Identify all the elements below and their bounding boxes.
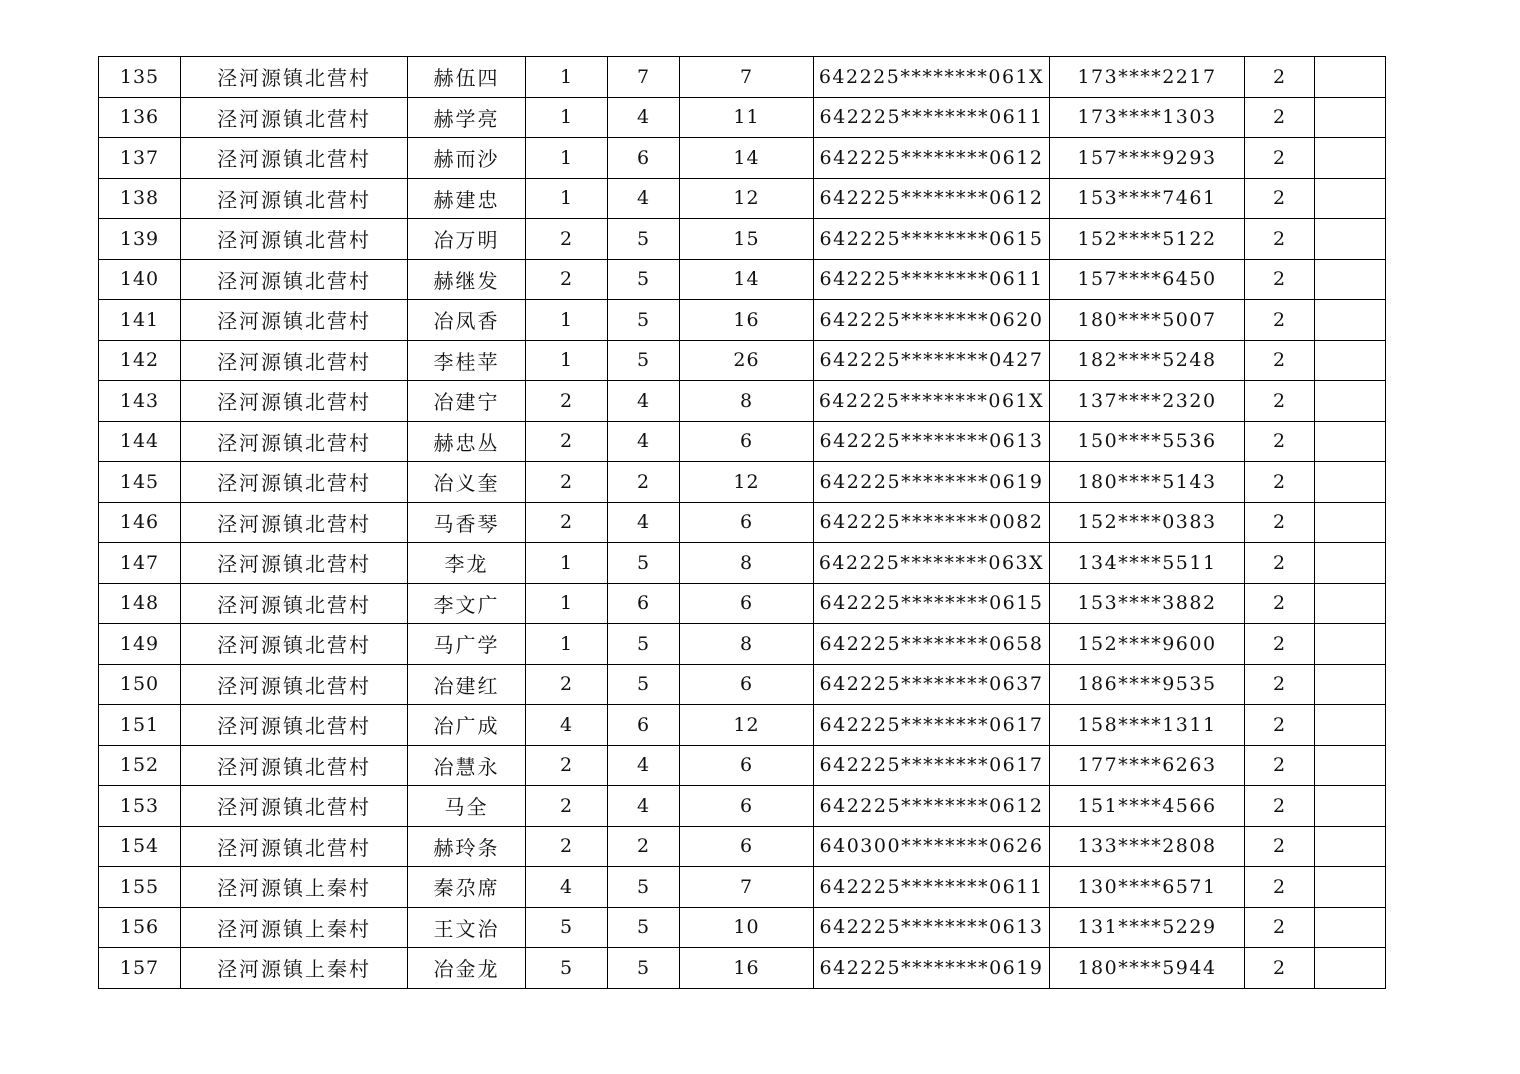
id-number-cell: 642225********0615 (814, 583, 1050, 624)
row-number-cell: 136 (99, 97, 181, 138)
id-number-cell: 642225********0612 (814, 786, 1050, 827)
remarks-cell (1315, 745, 1386, 786)
table-row (99, 178, 1386, 219)
count-d-cell: 2 (1245, 57, 1315, 98)
count-c-cell: 12 (680, 178, 814, 219)
remarks-cell (1315, 543, 1386, 584)
row-number-cell: 144 (99, 421, 181, 462)
person-name-cell: 冶广成 (408, 705, 526, 746)
id-number-cell: 642225********0619 (814, 462, 1050, 503)
count-c-cell: 6 (680, 664, 814, 705)
phone-number-cell: 130****6571 (1050, 867, 1245, 908)
count-c-cell: 12 (680, 462, 814, 503)
roster-body (99, 57, 1386, 989)
village-cell: 泾河源镇北营村 (181, 421, 408, 462)
count-b-cell: 5 (608, 624, 680, 665)
id-number-cell: 642225********0612 (814, 178, 1050, 219)
row-number-cell: 147 (99, 543, 181, 584)
phone-number-cell: 177****6263 (1050, 745, 1245, 786)
count-c-cell: 6 (680, 502, 814, 543)
person-name-cell: 赫继发 (408, 259, 526, 300)
count-c-cell: 16 (680, 300, 814, 341)
id-number-cell: 642225********0611 (814, 97, 1050, 138)
phone-number-cell: 173****2217 (1050, 57, 1245, 98)
id-number-cell: 642225********0615 (814, 219, 1050, 260)
phone-number-cell: 152****0383 (1050, 502, 1245, 543)
id-number-cell: 642225********0611 (814, 259, 1050, 300)
count-a-cell: 2 (526, 745, 608, 786)
row-number-cell: 142 (99, 340, 181, 381)
remarks-cell (1315, 178, 1386, 219)
row-number-cell: 155 (99, 867, 181, 908)
row-number-cell: 149 (99, 624, 181, 665)
count-b-cell: 5 (608, 664, 680, 705)
count-b-cell: 4 (608, 178, 680, 219)
village-cell: 泾河源镇北营村 (181, 138, 408, 179)
person-name-cell: 赫建忠 (408, 178, 526, 219)
table-row (99, 543, 1386, 584)
row-number-cell: 150 (99, 664, 181, 705)
count-d-cell: 2 (1245, 705, 1315, 746)
remarks-cell (1315, 300, 1386, 341)
count-c-cell: 6 (680, 421, 814, 462)
remarks-cell (1315, 826, 1386, 867)
remarks-cell (1315, 948, 1386, 989)
count-a-cell: 2 (526, 381, 608, 422)
count-c-cell: 6 (680, 826, 814, 867)
row-number-cell: 140 (99, 259, 181, 300)
table-row (99, 462, 1386, 503)
village-cell: 泾河源镇北营村 (181, 786, 408, 827)
remarks-cell (1315, 786, 1386, 827)
count-a-cell: 4 (526, 705, 608, 746)
count-d-cell: 2 (1245, 259, 1315, 300)
phone-number-cell: 158****1311 (1050, 705, 1245, 746)
count-b-cell: 5 (608, 948, 680, 989)
table-row (99, 705, 1386, 746)
count-d-cell: 2 (1245, 381, 1315, 422)
row-number-cell: 157 (99, 948, 181, 989)
person-name-cell: 冶义奎 (408, 462, 526, 503)
count-a-cell: 1 (526, 57, 608, 98)
id-number-cell: 642225********0619 (814, 948, 1050, 989)
id-number-cell: 642225********0612 (814, 138, 1050, 179)
id-number-cell: 642225********063X (814, 543, 1050, 584)
phone-number-cell: 150****5536 (1050, 421, 1245, 462)
person-name-cell: 李龙 (408, 543, 526, 584)
id-number-cell: 642225********061X (814, 381, 1050, 422)
village-cell: 泾河源镇北营村 (181, 300, 408, 341)
row-number-cell: 156 (99, 907, 181, 948)
village-cell: 泾河源镇上秦村 (181, 907, 408, 948)
count-c-cell: 6 (680, 745, 814, 786)
count-c-cell: 14 (680, 138, 814, 179)
row-number-cell: 143 (99, 381, 181, 422)
village-cell: 泾河源镇北营村 (181, 178, 408, 219)
count-d-cell: 2 (1245, 907, 1315, 948)
table-row (99, 97, 1386, 138)
count-c-cell: 16 (680, 948, 814, 989)
table-row (99, 826, 1386, 867)
remarks-cell (1315, 624, 1386, 665)
table-row (99, 583, 1386, 624)
id-number-cell: 642225********0620 (814, 300, 1050, 341)
count-b-cell: 5 (608, 907, 680, 948)
count-a-cell: 2 (526, 826, 608, 867)
count-c-cell: 6 (680, 786, 814, 827)
count-d-cell: 2 (1245, 745, 1315, 786)
village-cell: 泾河源镇北营村 (181, 624, 408, 665)
phone-number-cell: 153****3882 (1050, 583, 1245, 624)
count-a-cell: 2 (526, 664, 608, 705)
count-c-cell: 8 (680, 543, 814, 584)
village-cell: 泾河源镇北营村 (181, 57, 408, 98)
count-b-cell: 2 (608, 462, 680, 503)
remarks-cell (1315, 421, 1386, 462)
count-a-cell: 2 (526, 462, 608, 503)
remarks-cell (1315, 664, 1386, 705)
village-cell: 泾河源镇北营村 (181, 583, 408, 624)
id-number-cell: 642225********0082 (814, 502, 1050, 543)
phone-number-cell: 134****5511 (1050, 543, 1245, 584)
count-a-cell: 1 (526, 624, 608, 665)
count-a-cell: 2 (526, 421, 608, 462)
row-number-cell: 151 (99, 705, 181, 746)
count-a-cell: 1 (526, 583, 608, 624)
count-b-cell: 6 (608, 583, 680, 624)
row-number-cell: 141 (99, 300, 181, 341)
count-d-cell: 2 (1245, 462, 1315, 503)
village-cell: 泾河源镇北营村 (181, 705, 408, 746)
table-row (99, 340, 1386, 381)
remarks-cell (1315, 867, 1386, 908)
count-d-cell: 2 (1245, 583, 1315, 624)
person-name-cell: 马香琴 (408, 502, 526, 543)
count-a-cell: 1 (526, 543, 608, 584)
count-d-cell: 2 (1245, 664, 1315, 705)
row-number-cell: 154 (99, 826, 181, 867)
phone-number-cell: 180****5143 (1050, 462, 1245, 503)
count-c-cell: 26 (680, 340, 814, 381)
village-cell: 泾河源镇北营村 (181, 97, 408, 138)
table-row (99, 745, 1386, 786)
phone-number-cell: 186****9535 (1050, 664, 1245, 705)
village-cell: 泾河源镇北营村 (181, 664, 408, 705)
count-a-cell: 1 (526, 300, 608, 341)
person-name-cell: 赫学亮 (408, 97, 526, 138)
count-d-cell: 2 (1245, 867, 1315, 908)
id-number-cell: 642225********0637 (814, 664, 1050, 705)
id-number-cell: 640300********0626 (814, 826, 1050, 867)
count-c-cell: 8 (680, 624, 814, 665)
count-b-cell: 4 (608, 381, 680, 422)
count-c-cell: 8 (680, 381, 814, 422)
count-a-cell: 2 (526, 502, 608, 543)
person-name-cell: 马广学 (408, 624, 526, 665)
table-row (99, 948, 1386, 989)
remarks-cell (1315, 97, 1386, 138)
id-number-cell: 642225********0617 (814, 745, 1050, 786)
remarks-cell (1315, 340, 1386, 381)
count-d-cell: 2 (1245, 138, 1315, 179)
phone-number-cell: 153****7461 (1050, 178, 1245, 219)
count-b-cell: 2 (608, 826, 680, 867)
person-name-cell: 冶凤香 (408, 300, 526, 341)
count-a-cell: 5 (526, 948, 608, 989)
count-a-cell: 1 (526, 178, 608, 219)
count-a-cell: 2 (526, 259, 608, 300)
count-c-cell: 10 (680, 907, 814, 948)
village-cell: 泾河源镇北营村 (181, 502, 408, 543)
count-a-cell: 5 (526, 907, 608, 948)
table-row (99, 138, 1386, 179)
village-cell: 泾河源镇北营村 (181, 462, 408, 503)
table-row (99, 624, 1386, 665)
count-c-cell: 15 (680, 219, 814, 260)
phone-number-cell: 131****5229 (1050, 907, 1245, 948)
count-b-cell: 4 (608, 745, 680, 786)
roster-table (98, 56, 1386, 989)
table-row (99, 907, 1386, 948)
count-a-cell: 2 (526, 219, 608, 260)
count-d-cell: 2 (1245, 543, 1315, 584)
count-c-cell: 14 (680, 259, 814, 300)
count-c-cell: 6 (680, 583, 814, 624)
row-number-cell: 146 (99, 502, 181, 543)
id-number-cell: 642225********0613 (814, 421, 1050, 462)
count-d-cell: 2 (1245, 178, 1315, 219)
count-d-cell: 2 (1245, 340, 1315, 381)
count-b-cell: 7 (608, 57, 680, 98)
village-cell: 泾河源镇北营村 (181, 826, 408, 867)
person-name-cell: 冶建红 (408, 664, 526, 705)
table-row (99, 421, 1386, 462)
row-number-cell: 137 (99, 138, 181, 179)
count-c-cell: 7 (680, 867, 814, 908)
count-c-cell: 11 (680, 97, 814, 138)
table-row (99, 502, 1386, 543)
row-number-cell: 145 (99, 462, 181, 503)
table-row (99, 259, 1386, 300)
remarks-cell (1315, 705, 1386, 746)
table-row (99, 664, 1386, 705)
person-name-cell: 冶金龙 (408, 948, 526, 989)
count-b-cell: 5 (608, 300, 680, 341)
count-b-cell: 4 (608, 421, 680, 462)
phone-number-cell: 137****2320 (1050, 381, 1245, 422)
remarks-cell (1315, 57, 1386, 98)
count-b-cell: 6 (608, 705, 680, 746)
phone-number-cell: 173****1303 (1050, 97, 1245, 138)
person-name-cell: 李文广 (408, 583, 526, 624)
count-d-cell: 2 (1245, 624, 1315, 665)
person-name-cell: 冶慧永 (408, 745, 526, 786)
count-b-cell: 5 (608, 340, 680, 381)
count-d-cell: 2 (1245, 948, 1315, 989)
row-number-cell: 148 (99, 583, 181, 624)
remarks-cell (1315, 462, 1386, 503)
count-a-cell: 1 (526, 138, 608, 179)
count-a-cell: 1 (526, 340, 608, 381)
village-cell: 泾河源镇北营村 (181, 543, 408, 584)
id-number-cell: 642225********0611 (814, 867, 1050, 908)
count-d-cell: 2 (1245, 300, 1315, 341)
person-name-cell: 赫而沙 (408, 138, 526, 179)
count-b-cell: 4 (608, 786, 680, 827)
count-d-cell: 2 (1245, 502, 1315, 543)
remarks-cell (1315, 259, 1386, 300)
count-d-cell: 2 (1245, 97, 1315, 138)
row-number-cell: 139 (99, 219, 181, 260)
village-cell: 泾河源镇北营村 (181, 340, 408, 381)
table-row (99, 57, 1386, 98)
count-c-cell: 12 (680, 705, 814, 746)
table-row (99, 219, 1386, 260)
person-name-cell: 王文治 (408, 907, 526, 948)
village-cell: 泾河源镇北营村 (181, 219, 408, 260)
remarks-cell (1315, 219, 1386, 260)
count-b-cell: 5 (608, 867, 680, 908)
count-d-cell: 2 (1245, 421, 1315, 462)
phone-number-cell: 133****2808 (1050, 826, 1245, 867)
person-name-cell: 冶建宁 (408, 381, 526, 422)
count-b-cell: 5 (608, 259, 680, 300)
table-row (99, 786, 1386, 827)
village-cell: 泾河源镇北营村 (181, 381, 408, 422)
table-row (99, 381, 1386, 422)
person-name-cell: 秦尕席 (408, 867, 526, 908)
count-b-cell: 6 (608, 138, 680, 179)
remarks-cell (1315, 502, 1386, 543)
village-cell: 泾河源镇北营村 (181, 745, 408, 786)
count-b-cell: 4 (608, 502, 680, 543)
phone-number-cell: 152****5122 (1050, 219, 1245, 260)
phone-number-cell: 180****5944 (1050, 948, 1245, 989)
phone-number-cell: 151****4566 (1050, 786, 1245, 827)
count-a-cell: 1 (526, 97, 608, 138)
count-d-cell: 2 (1245, 219, 1315, 260)
phone-number-cell: 180****5007 (1050, 300, 1245, 341)
id-number-cell: 642225********0427 (814, 340, 1050, 381)
phone-number-cell: 152****9600 (1050, 624, 1245, 665)
person-name-cell: 赫玲条 (408, 826, 526, 867)
row-number-cell: 153 (99, 786, 181, 827)
remarks-cell (1315, 583, 1386, 624)
remarks-cell (1315, 381, 1386, 422)
count-b-cell: 4 (608, 97, 680, 138)
id-number-cell: 642225********061X (814, 57, 1050, 98)
remarks-cell (1315, 907, 1386, 948)
village-cell: 泾河源镇上秦村 (181, 867, 408, 908)
person-name-cell: 李桂苹 (408, 340, 526, 381)
id-number-cell: 642225********0613 (814, 907, 1050, 948)
phone-number-cell: 157****6450 (1050, 259, 1245, 300)
row-number-cell: 152 (99, 745, 181, 786)
count-c-cell: 7 (680, 57, 814, 98)
count-a-cell: 2 (526, 786, 608, 827)
id-number-cell: 642225********0617 (814, 705, 1050, 746)
person-name-cell: 赫忠丛 (408, 421, 526, 462)
phone-number-cell: 182****5248 (1050, 340, 1245, 381)
row-number-cell: 138 (99, 178, 181, 219)
count-b-cell: 5 (608, 219, 680, 260)
id-number-cell: 642225********0658 (814, 624, 1050, 665)
count-d-cell: 2 (1245, 826, 1315, 867)
table-row (99, 300, 1386, 341)
person-name-cell: 赫伍四 (408, 57, 526, 98)
person-name-cell: 马全 (408, 786, 526, 827)
count-a-cell: 4 (526, 867, 608, 908)
table-row (99, 867, 1386, 908)
count-b-cell: 5 (608, 543, 680, 584)
phone-number-cell: 157****9293 (1050, 138, 1245, 179)
row-number-cell: 135 (99, 57, 181, 98)
person-name-cell: 冶万明 (408, 219, 526, 260)
remarks-cell (1315, 138, 1386, 179)
count-d-cell: 2 (1245, 786, 1315, 827)
village-cell: 泾河源镇上秦村 (181, 948, 408, 989)
village-cell: 泾河源镇北营村 (181, 259, 408, 300)
